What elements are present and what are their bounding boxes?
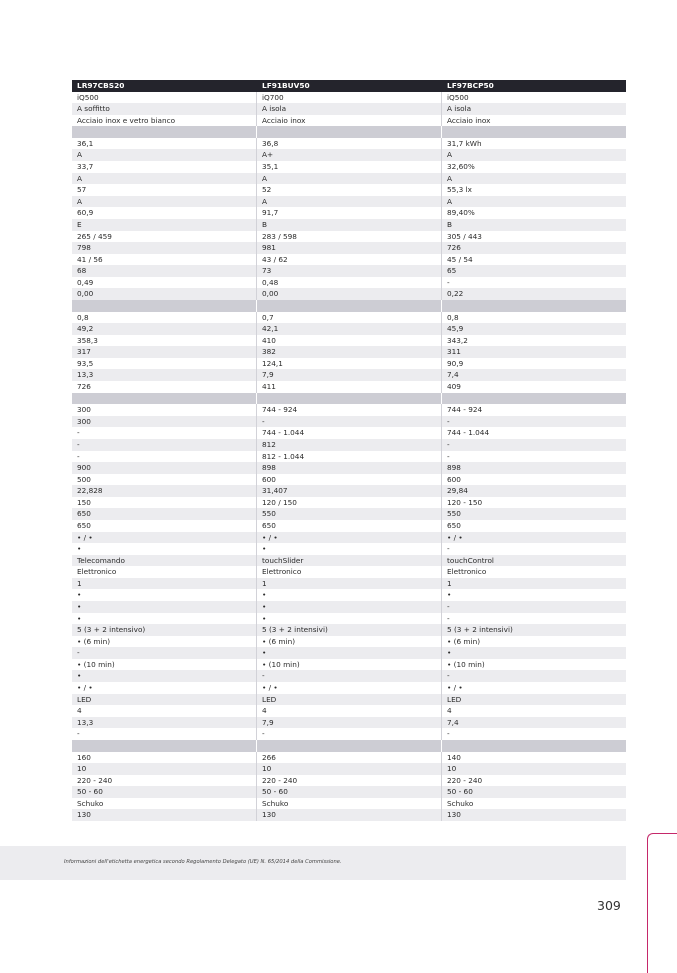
- table-cell: 130: [257, 809, 442, 821]
- table-cell: 7,9: [257, 369, 442, 381]
- table-cell: 52: [257, 184, 442, 196]
- table-cell: [72, 393, 257, 405]
- table-cell: 0,00: [257, 288, 442, 300]
- table-cell: Acciaio inox: [447, 115, 491, 125]
- table-cell: 5 (3 + 2 intensivi): [447, 625, 513, 635]
- table-cell: • (10 min): [257, 659, 442, 671]
- table-cell: 65: [447, 266, 457, 276]
- table-row: [72, 231, 626, 243]
- table-cell: 4: [447, 706, 452, 716]
- table-cell: 140: [447, 752, 461, 762]
- table-cell: LED: [72, 694, 257, 706]
- table-row: [72, 705, 626, 717]
- table-cell: • (6 min): [257, 636, 442, 648]
- table-cell: 90,9: [447, 358, 464, 368]
- table-cell: B: [257, 219, 442, 231]
- table-cell: -: [257, 416, 442, 428]
- page-number: 309: [597, 898, 621, 913]
- table-row: [72, 115, 626, 127]
- table-cell: 60,9: [72, 207, 257, 219]
- table-cell: [257, 126, 442, 138]
- table-row: [72, 775, 626, 787]
- table-row: [72, 173, 626, 185]
- table-cell: 93,5: [72, 358, 257, 370]
- table-row: [72, 670, 626, 682]
- table-cell: [257, 300, 442, 312]
- table-row: [72, 682, 626, 694]
- table-row: [72, 601, 626, 613]
- table-cell: 300: [72, 416, 257, 428]
- column-header: LR97CBS20: [72, 80, 257, 92]
- table-cell: 31,407: [257, 485, 442, 497]
- table-cell: -: [447, 613, 450, 623]
- table-cell: -: [447, 729, 450, 739]
- table-row: [72, 196, 626, 208]
- table-cell: 55,3 lx: [447, 185, 472, 195]
- section-band: [72, 300, 626, 312]
- table-cell: 358,3: [72, 335, 257, 347]
- table-cell: 650: [447, 520, 461, 530]
- table-cell: 744 - 924: [257, 404, 442, 416]
- table-row: [72, 462, 626, 474]
- table-cell: • (6 min): [447, 636, 481, 646]
- table-row: [72, 578, 626, 590]
- table-cell: -: [447, 602, 450, 612]
- spec-table: [72, 80, 626, 821]
- table-row: [72, 103, 626, 115]
- table-cell: 120 / 150: [257, 497, 442, 509]
- table-cell: •: [72, 543, 257, 555]
- table-cell: 91,7: [257, 207, 442, 219]
- table-row: [72, 566, 626, 578]
- table-cell: 4: [72, 705, 257, 717]
- table-cell: • (10 min): [72, 659, 257, 671]
- table-cell: Telecomando: [72, 555, 257, 567]
- table-row: [72, 555, 626, 567]
- table-cell: 7,4: [447, 370, 459, 380]
- table-cell: [72, 126, 257, 138]
- page-edge-tab: [647, 833, 677, 973]
- table-cell: -: [72, 728, 257, 740]
- table-cell: 35,1: [257, 161, 442, 173]
- table-row: [72, 184, 626, 196]
- table-cell: 4: [257, 705, 442, 717]
- table-cell: 726: [447, 243, 461, 253]
- table-cell: 7,4: [447, 717, 459, 727]
- table-row: [72, 346, 626, 358]
- table-cell: LED: [447, 694, 462, 704]
- table-row: [72, 138, 626, 150]
- table-row: [72, 508, 626, 520]
- table-row: [72, 439, 626, 451]
- table-cell: 13,3: [72, 717, 257, 729]
- table-cell: 311: [447, 347, 461, 357]
- table-cell: 124,1: [257, 358, 442, 370]
- section-band: [72, 393, 626, 405]
- table-cell: A: [257, 173, 442, 185]
- table-cell: -: [447, 671, 450, 681]
- table-cell: A+: [257, 149, 442, 161]
- table-row: [72, 416, 626, 428]
- table-cell: A: [72, 149, 257, 161]
- table-cell: 744 - 1.044: [257, 427, 442, 439]
- table-cell: • / •: [72, 532, 257, 544]
- footnote: Informazioni dell'etichetta energetica secondo Regolamento Delegato (UE) N. 65/2014 della Commissione.: [64, 859, 342, 865]
- table-cell: 36,8: [257, 138, 442, 150]
- table-cell: -: [447, 544, 450, 554]
- table-cell: touchControl: [447, 555, 494, 565]
- table-cell: 411: [257, 381, 442, 393]
- table-cell: 120 - 150: [447, 497, 483, 507]
- table-cell: Acciaio inox: [257, 115, 442, 127]
- table-cell: Schuko: [72, 798, 257, 810]
- table-cell: • (10 min): [447, 659, 485, 669]
- table-cell: [442, 126, 626, 138]
- table-cell: 36,1: [72, 138, 257, 150]
- table-cell: 45 / 54: [447, 254, 473, 264]
- table-cell: -: [447, 439, 450, 449]
- table-cell: 409: [447, 382, 461, 392]
- table-row: [72, 335, 626, 347]
- table-row: [72, 497, 626, 509]
- table-row: [72, 659, 626, 671]
- table-cell: 550: [257, 508, 442, 520]
- table-row: [72, 427, 626, 439]
- table-cell: 50 - 60: [447, 787, 473, 797]
- table-row: [72, 752, 626, 764]
- table-cell: •: [447, 590, 452, 600]
- table-cell: 600: [447, 474, 461, 484]
- table-cell: A isola: [257, 103, 442, 115]
- table-cell: touchSlider: [257, 555, 442, 567]
- table-cell: 5 (3 + 2 intensivo): [72, 624, 257, 636]
- table-row: [72, 624, 626, 636]
- table-row: [72, 694, 626, 706]
- table-cell: 33,7: [72, 161, 257, 173]
- table-cell: 0,49: [72, 277, 257, 289]
- table-cell: 600: [257, 474, 442, 486]
- table-cell: -: [72, 439, 257, 451]
- table-row: [72, 636, 626, 648]
- table-cell: 305 / 443: [447, 231, 482, 241]
- table-cell: A: [72, 196, 257, 208]
- table-cell: 32,60%: [447, 162, 475, 172]
- table-row: [72, 369, 626, 381]
- table-row: [72, 207, 626, 219]
- column-header: LF97BCP50: [442, 80, 626, 92]
- table-cell: 42,1: [257, 323, 442, 335]
- table-cell: •: [72, 601, 257, 613]
- table-cell: 50 - 60: [257, 786, 442, 798]
- table-cell: 1: [257, 578, 442, 590]
- table-cell: 812 - 1.044: [257, 451, 442, 463]
- table-cell: 22,828: [72, 485, 257, 497]
- table-cell: 7,9: [257, 717, 442, 729]
- table-cell: 550: [447, 509, 461, 519]
- table-row: [72, 149, 626, 161]
- table-cell: 812: [257, 439, 442, 451]
- table-row: [72, 277, 626, 289]
- table-cell: 0,00: [72, 288, 257, 300]
- table-row: [72, 543, 626, 555]
- table-cell: 10: [257, 763, 442, 775]
- table-cell: 726: [72, 381, 257, 393]
- table-cell: 898: [447, 463, 461, 473]
- table-cell: 49,2: [72, 323, 257, 335]
- table-row: [72, 219, 626, 231]
- table-cell: •: [257, 589, 442, 601]
- table-cell: 220 - 240: [72, 775, 257, 787]
- table-row: [72, 589, 626, 601]
- table-row: [72, 763, 626, 775]
- table-cell: Elettronico: [72, 566, 257, 578]
- table-row: [72, 288, 626, 300]
- table-cell: -: [257, 728, 442, 740]
- table-cell: 31,7 kWh: [447, 138, 482, 148]
- table-cell: -: [447, 416, 450, 426]
- table-cell: 300: [72, 404, 257, 416]
- table-cell: [257, 393, 442, 405]
- table-cell: A soffitto: [72, 103, 257, 115]
- table-cell: A: [447, 196, 452, 206]
- table-cell: 900: [72, 462, 257, 474]
- table-cell: iQ500: [447, 92, 469, 102]
- table-cell: 1: [447, 578, 452, 588]
- table-cell: 160: [72, 752, 257, 764]
- table-cell: 10: [72, 763, 257, 775]
- table-cell: 981: [257, 242, 442, 254]
- table-cell: • / •: [257, 532, 442, 544]
- table-cell: -: [257, 670, 442, 682]
- table-cell: A: [72, 173, 257, 185]
- table-row: [72, 728, 626, 740]
- table-cell: [442, 740, 626, 752]
- table-cell: •: [447, 648, 452, 658]
- table-cell: •: [72, 613, 257, 625]
- table-cell: 283 / 598: [257, 231, 442, 243]
- table-cell: 68: [72, 265, 257, 277]
- table-cell: [72, 300, 257, 312]
- table-row: [72, 242, 626, 254]
- table-cell: -: [72, 647, 257, 659]
- footnote-band: [0, 846, 626, 880]
- table-cell: 220 - 240: [257, 775, 442, 787]
- table-row: [72, 161, 626, 173]
- table-cell: 29,84: [447, 486, 468, 496]
- table-cell: iQ500: [72, 92, 257, 104]
- table-cell: •: [257, 601, 442, 613]
- table-row: [72, 381, 626, 393]
- table-cell: 130: [447, 810, 461, 820]
- table-cell: 10: [447, 764, 457, 774]
- table-cell: 343,2: [447, 335, 468, 345]
- table-cell: • / •: [447, 683, 463, 693]
- table-cell: [72, 740, 257, 752]
- table-row: [72, 520, 626, 532]
- table-cell: 0,8: [72, 312, 257, 324]
- table-row: [72, 92, 626, 104]
- table-cell: • / •: [257, 682, 442, 694]
- table-cell: B: [447, 219, 453, 229]
- table-row: [72, 404, 626, 416]
- table-cell: 5 (3 + 2 intensivi): [257, 624, 442, 636]
- table-cell: -: [72, 451, 257, 463]
- table-cell: 410: [257, 335, 442, 347]
- table-cell: iQ700: [257, 92, 442, 104]
- table-cell: 898: [257, 462, 442, 474]
- table-row: [72, 254, 626, 266]
- table-cell: 744 - 924: [447, 405, 483, 415]
- table-cell: • / •: [72, 682, 257, 694]
- table-cell: Schuko: [257, 798, 442, 810]
- table-row: [72, 474, 626, 486]
- table-cell: 0,7: [257, 312, 442, 324]
- table-row: [72, 786, 626, 798]
- table-cell: LED: [257, 694, 442, 706]
- table-cell: [442, 300, 626, 312]
- table-cell: 45,9: [447, 324, 464, 334]
- table-cell: 1: [72, 578, 257, 590]
- table-cell: Elettronico: [257, 566, 442, 578]
- table-cell: Acciaio inox e vetro bianco: [72, 115, 257, 127]
- table-row: [72, 358, 626, 370]
- table-cell: 130: [72, 809, 257, 821]
- table-row: [72, 323, 626, 335]
- table-row: [72, 532, 626, 544]
- table-cell: [442, 393, 626, 405]
- table-cell: A isola: [447, 104, 472, 114]
- table-cell: •: [72, 670, 257, 682]
- table-cell: 57: [72, 184, 257, 196]
- table-row: [72, 809, 626, 821]
- table-cell: 0,48: [257, 277, 442, 289]
- section-band: [72, 740, 626, 752]
- table-cell: 89,40%: [447, 208, 475, 218]
- table-row: [72, 265, 626, 277]
- table-cell: •: [257, 543, 442, 555]
- table-cell: 265 / 459: [72, 231, 257, 243]
- section-band: [72, 126, 626, 138]
- table-cell: 150: [72, 497, 257, 509]
- table-row: [72, 312, 626, 324]
- table-cell: 0,22: [447, 289, 464, 299]
- table-cell: •: [72, 589, 257, 601]
- table-cell: 220 - 240: [447, 775, 483, 785]
- table-cell: •: [257, 647, 442, 659]
- table-cell: 266: [257, 752, 442, 764]
- table-cell: 650: [72, 520, 257, 532]
- table-cell: 50 - 60: [72, 786, 257, 798]
- table-cell: 744 - 1.044: [447, 428, 490, 438]
- table-cell: A: [447, 173, 452, 183]
- table-cell: Schuko: [447, 798, 474, 808]
- table-cell: -: [447, 277, 450, 287]
- table-cell: 650: [257, 520, 442, 532]
- table-cell: Elettronico: [447, 567, 487, 577]
- table-cell: 73: [257, 265, 442, 277]
- table-cell: 500: [72, 474, 257, 486]
- table-cell: 43 / 62: [257, 254, 442, 266]
- table-row: [72, 485, 626, 497]
- table-cell: 317: [72, 346, 257, 358]
- table-cell: 382: [257, 346, 442, 358]
- table-cell: • (6 min): [72, 636, 257, 648]
- table-cell: [257, 740, 442, 752]
- table-row: [72, 798, 626, 810]
- table-cell: 13,3: [72, 369, 257, 381]
- table-cell: -: [72, 427, 257, 439]
- table-cell: 41 / 56: [72, 254, 257, 266]
- table-cell: 650: [72, 508, 257, 520]
- table-cell: •: [257, 613, 442, 625]
- table-cell: A: [257, 196, 442, 208]
- column-header: LF91BUV50: [257, 80, 442, 92]
- table-cell: • / •: [447, 532, 463, 542]
- table-header-row: [72, 80, 626, 92]
- table-cell: 798: [72, 242, 257, 254]
- table-cell: 0,8: [447, 312, 459, 322]
- table-cell: E: [72, 219, 257, 231]
- table-row: [72, 647, 626, 659]
- table-row: [72, 613, 626, 625]
- table-row: [72, 451, 626, 463]
- table-cell: -: [447, 451, 450, 461]
- table-row: [72, 717, 626, 729]
- table-cell: A: [447, 150, 452, 160]
